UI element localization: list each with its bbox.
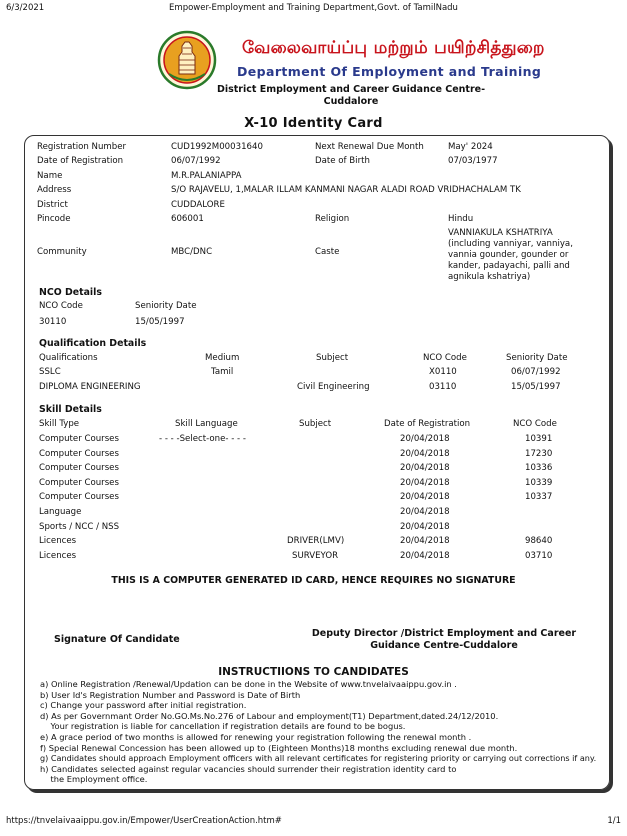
skill-heading: Skill Details	[39, 404, 102, 415]
instruction-line: a) Online Registration /Renewal/Updation can be done in the Website of www.tnvelaivaaippu.gov.in .	[40, 679, 457, 689]
caste-line: (including vanniyar, vanniya,	[448, 239, 573, 249]
instruction-line: the Employment office.	[40, 774, 148, 785]
nco-seniority-value: 15/05/1997	[135, 317, 185, 327]
registration-date-value: 06/07/1992	[171, 156, 221, 166]
table-cell: 10336	[525, 463, 553, 473]
caste-line: VANNIAKULA KSHATRIYA	[448, 228, 553, 238]
table-cell: Computer Courses	[39, 478, 119, 488]
print-page-number: 1/1	[607, 816, 621, 826]
renewal-due-value: May' 2024	[448, 142, 493, 152]
table-cell: 20/04/2018	[400, 551, 450, 561]
table-cell: DRIVER(LMV)	[287, 536, 345, 546]
address-value: S/O RAJAVELU, 1,MALAR ILLAM KANMANI NAGAR ALADI ROAD VRIDHACHALAM TK	[171, 185, 521, 195]
officer-signature-label	[306, 628, 582, 652]
table-cell: Tamil	[211, 367, 234, 377]
table-cell: 06/07/1992	[511, 367, 561, 377]
print-url: https://tnvelaivaaippu.gov.in/Empower/UserCreationAction.htm#	[6, 816, 282, 826]
table-cell: SURVEYOR	[292, 551, 339, 561]
table-cell: 15/05/1997	[511, 382, 561, 392]
name-value: M.R.PALANIAPPA	[171, 171, 242, 181]
table-cell: Computer Courses	[39, 449, 119, 459]
table-cell: Sports / NCC / NSS	[39, 522, 120, 532]
table-cell: 20/04/2018	[400, 522, 450, 532]
table-cell: Language	[39, 507, 82, 517]
table-cell: Computer Courses	[39, 492, 119, 502]
computer-generated-notice: THIS IS A COMPUTER GENERATED ID CARD, HENCE REQUIRES NO SIGNATURE	[111, 575, 516, 586]
pincode-value: 606001	[171, 214, 204, 224]
qualification-col-header: Subject	[316, 353, 349, 363]
office-name	[200, 84, 502, 108]
community-value: MBC/DNC	[171, 247, 213, 257]
community-label: Community	[37, 247, 87, 257]
skill-col-header: Subject	[299, 419, 332, 429]
office-name-line1: District Employment and Career Guidance Centre-	[216, 84, 486, 95]
table-cell: Licences	[39, 551, 77, 561]
qualification-col-header: Qualifications	[39, 353, 98, 363]
caste-label: Caste	[315, 247, 340, 257]
caste-line: vannia gounder, gounder or	[448, 250, 569, 260]
table-cell: 20/04/2018	[400, 536, 450, 546]
pincode-label: Pincode	[37, 214, 71, 224]
instruction-line: e) A grace period of two months is allowed for renewing your registration following the renewal month .	[40, 732, 472, 742]
dob-value: 07/03/1977	[448, 156, 498, 166]
religion-label: Religion	[315, 214, 350, 224]
skill-col-header: Skill Language	[175, 419, 238, 429]
table-cell: DIPLOMA ENGINEERING	[39, 382, 141, 392]
caste-value	[448, 228, 573, 283]
table-cell: 20/04/2018	[400, 507, 450, 517]
table-cell: X0110	[429, 367, 457, 377]
print-header	[6, 3, 621, 15]
instruction-line: f) Special Renewal Concession has been allowed up to (Eighteen Months)18 months excluding renewal due month.	[40, 742, 518, 753]
nco-seniority-label: Seniority Date	[135, 301, 197, 311]
table-cell: 20/04/2018	[400, 449, 450, 459]
department-title-english: Department Of Employment and Training	[237, 64, 542, 79]
qualification-col-header: Seniority Date	[506, 353, 568, 363]
nco-code-value: 30110	[39, 317, 67, 327]
qualification-col-header: Medium	[205, 353, 240, 363]
table-cell: 20/04/2018	[400, 434, 450, 444]
instruction-line: g) Candidates should approach Employment officers with all relevant certificates for registering priority or carrying out corrections if any.	[40, 753, 597, 764]
skill-col-header: Date of Registration	[384, 419, 471, 429]
print-footer	[6, 816, 621, 828]
table-cell: SSLC	[39, 367, 61, 377]
instruction-line: Your registration is liable for cancellation if registration details are found to be bogus.	[40, 721, 406, 732]
dob-label: Date of Birth	[315, 156, 370, 166]
table-cell: 20/04/2018	[400, 463, 450, 473]
table-cell: Computer Courses	[39, 434, 119, 444]
officer-signature-line2: Guidance Centre-Cuddalore	[370, 640, 518, 651]
instruction-line: b) User Id's Registration Number and Password is Date of Birth	[40, 689, 301, 700]
qualification-heading: Qualification Details	[39, 338, 147, 349]
instruction-line: d) As per Governmant Order No.GO.Ms.No.276 of Labour and employment(T1) Department,dated.24/12/2010.	[40, 710, 499, 721]
table-cell: 10339	[525, 478, 553, 488]
registration-number-label: Registration Number	[37, 142, 127, 152]
print-date: 6/3/2021	[6, 3, 45, 13]
table-cell: 10337	[525, 492, 553, 502]
registration-date-label: Date of Registration	[37, 156, 124, 166]
caste-line: kander, padayachi, palli and	[448, 261, 570, 271]
name-label: Name	[37, 171, 63, 181]
table-cell: Licences	[39, 536, 77, 546]
district-value: CUDDALORE	[171, 200, 225, 210]
nco-heading: NCO Details	[39, 287, 102, 298]
address-label: Address	[37, 185, 72, 195]
instruction-line: h) Candidates selected against regular vacancies should surrender their registration identity card to	[40, 763, 457, 774]
qualification-col-header: NCO Code	[423, 353, 467, 363]
skill-language-select: - - - -Select-one- - - -	[159, 434, 246, 444]
skill-col-header: Skill Type	[39, 419, 80, 429]
table-cell: Computer Courses	[39, 463, 119, 473]
table-cell: 03710	[525, 551, 553, 561]
table-cell: 17230	[525, 449, 553, 459]
card-title: X-10 Identity Card	[244, 116, 383, 131]
table-cell: 03110	[429, 382, 457, 392]
officer-signature-line1: Deputy Director /District Employment and Career	[311, 628, 577, 639]
table-cell: 10391	[525, 434, 553, 444]
religion-value: Hindu	[448, 214, 474, 224]
candidate-signature-label: Signature Of Candidate	[54, 634, 180, 645]
table-cell: 20/04/2018	[400, 492, 450, 502]
department-title-tamil: வேலைவாய்ப்பு மற்றும் பயிற்சித்துறை	[242, 38, 545, 58]
table-cell: 20/04/2018	[400, 478, 450, 488]
office-name-line2: Cuddalore	[323, 96, 379, 107]
nco-code-label: NCO Code	[39, 301, 83, 311]
caste-line: agnikula kshatriya)	[448, 272, 531, 282]
table-cell: 98640	[525, 536, 553, 546]
district-label: District	[37, 200, 68, 210]
instruction-line: c) Change your password after initial registration.	[40, 700, 247, 711]
registration-number-value: CUD1992M00031640	[171, 142, 263, 152]
print-page-title: Empower-Employment and Training Department,Govt. of TamilNadu	[169, 3, 458, 13]
skill-col-header: NCO Code	[513, 419, 557, 429]
tamilnadu-emblem-icon	[157, 30, 217, 90]
renewal-due-label: Next Renewal Due Month	[315, 142, 424, 152]
instructions-heading: INSTRUCTIIONS TO CANDIDATES	[218, 666, 409, 678]
table-cell: Civil Engineering	[297, 382, 370, 392]
